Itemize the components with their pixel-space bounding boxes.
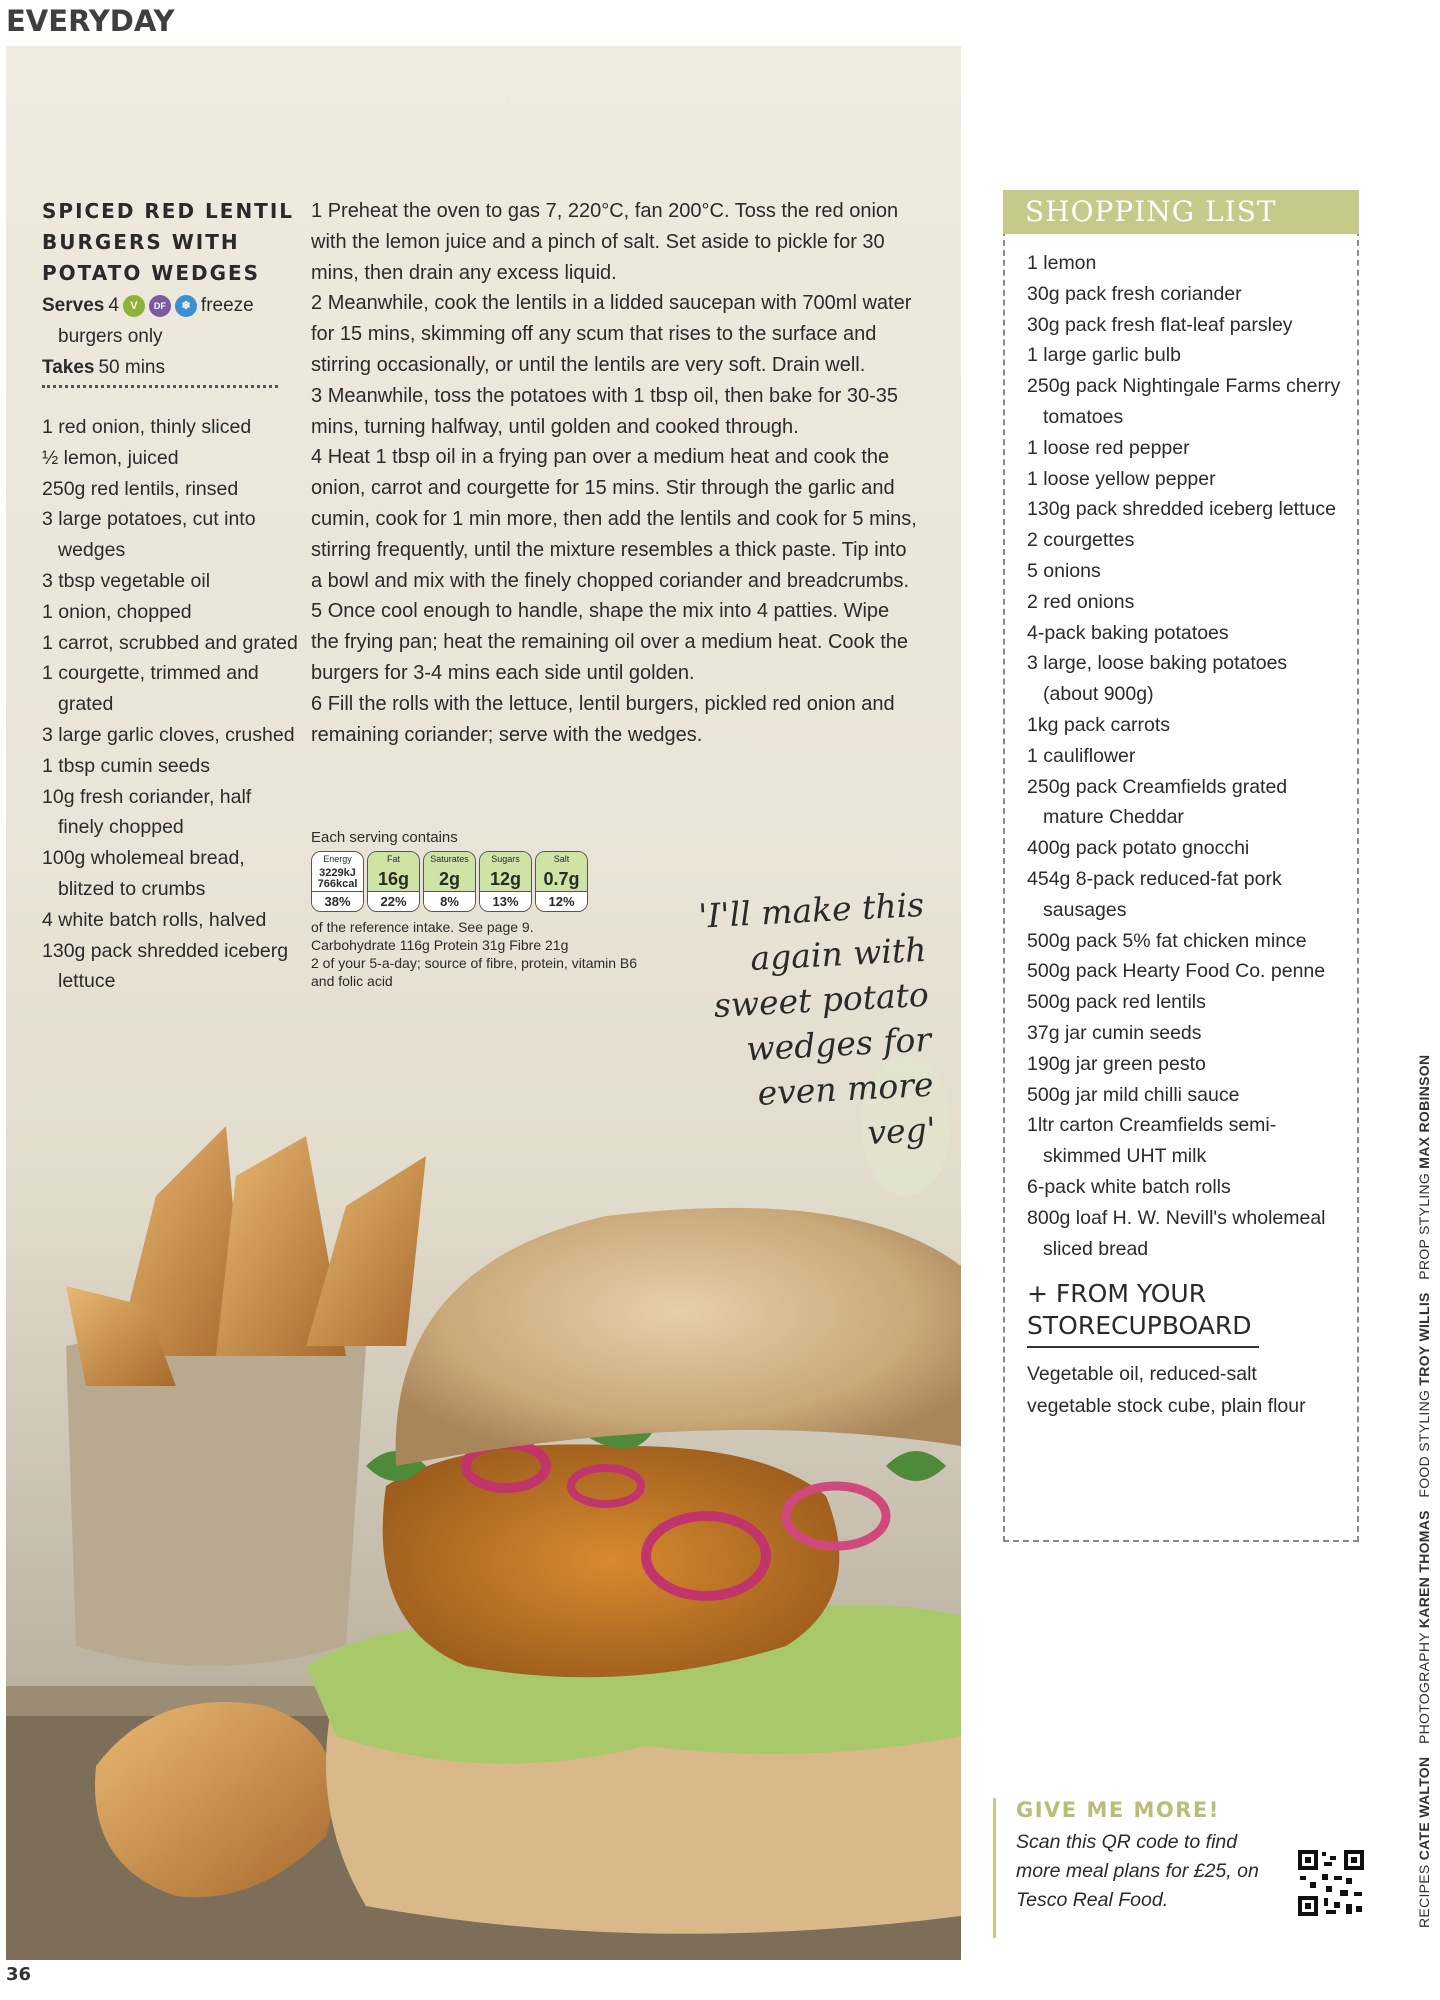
method-step — [311, 381, 921, 443]
nutrition-saturates — [423, 851, 476, 912]
ingredient-item: ½ lemon, juiced — [42, 446, 179, 469]
credit-name: KAREN THOMAS — [1416, 1510, 1432, 1629]
give-me-more-text: Scan this QR code to find more meal plans for £25, on Tesco Real Food. — [1016, 1831, 1259, 1911]
give-me-more-title: GIVE ME MORE! — [1016, 1798, 1220, 1822]
credit-name: MAX ROBINSON — [1416, 1054, 1432, 1169]
credit-name: CATE WALTON — [1416, 1756, 1432, 1861]
nutrition-sugars — [479, 851, 532, 912]
step-number: 4 — [311, 446, 323, 469]
ingredient-item: 4 white batch rolls, halved — [42, 908, 267, 931]
pull-quote: 'I'll make this again with sweet potato wedges for even more veg' — [697, 884, 937, 1153]
dairy-free-icon: DF — [149, 295, 171, 317]
ingredient-item: 10g fresh coriander, half finely chopped — [42, 785, 252, 839]
credit-label: RECIPES — [1416, 1864, 1432, 1928]
shopping-item: 1 large garlic bulb — [1027, 344, 1181, 367]
credit-name: TROY WILLIS — [1416, 1292, 1432, 1386]
step-text: Heat 1 tbsp oil in a frying pan over a medium heat and cook the onion, carrot and courgette for 15 mins. Stir through the garlic and cumin, cook for 1 min more, then add the lentils and cook for 5 mins, stirring frequently, until the mixture resembles a thick paste. Tip into a bowl and mix with the finely chopped coriander and breadcrumbs. — [311, 446, 917, 592]
nutrition-notes — [311, 918, 651, 990]
shopping-item: 500g jar mild chilli sauce — [1027, 1083, 1240, 1106]
shopping-item: 250g pack Nightingale Farms cherry tomatoes — [1027, 375, 1341, 428]
shopping-item: 1kg pack carrots — [1027, 713, 1171, 736]
shopping-item: 500g pack Hearty Food Co. penne — [1027, 960, 1326, 983]
fat-label: Fat — [368, 852, 419, 867]
divider — [42, 385, 278, 388]
give-me-more-box — [993, 1798, 1363, 1938]
nutrition-note: of the reference intake. See page 9. — [311, 919, 534, 935]
energy-percent: 38% — [312, 891, 363, 911]
takes-value: 50 mins — [98, 357, 165, 378]
nutrition-table — [311, 851, 651, 912]
sugars-label: Sugars — [480, 852, 531, 867]
coriander-leaf — [886, 1451, 946, 1481]
shopping-item: 190g jar green pesto — [1027, 1052, 1206, 1075]
salt-percent: 12% — [536, 891, 587, 911]
vegetarian-icon: V — [123, 295, 145, 317]
nutrition-energy — [311, 851, 364, 912]
step-text: Fill the rolls with the lettuce, lentil burgers, pickled red onion and remaining coriander; serve with the wedges. — [311, 692, 895, 746]
shopping-item: 454g 8-pack reduced-fat pork sausages — [1027, 867, 1282, 921]
saturates-percent: 8% — [424, 891, 475, 911]
recipe-title: SPICED RED LENTIL BURGERS WITH POTATO WEDGES — [42, 199, 295, 285]
shopping-item: 2 courgettes — [1027, 529, 1135, 552]
nutrition-fat — [367, 851, 420, 912]
serves-row — [42, 290, 302, 321]
shopping-item: 250g pack Creamfields grated mature Cheddar — [1027, 775, 1288, 829]
sugars-percent: 13% — [480, 891, 531, 911]
step-text: Once cool enough to handle, shape the mix into 4 patties. Wipe the frying pan; heat the remaining oil over a medium heat. Cook the burgers for 3-4 mins each side until golden. — [311, 600, 909, 684]
qr-code-icon[interactable] — [1296, 1848, 1366, 1918]
step-number: 2 — [311, 292, 323, 315]
method-step — [311, 596, 921, 688]
shopping-item: 2 red onions — [1027, 590, 1135, 613]
shopping-list-title: SHOPPING LIST — [1003, 190, 1359, 234]
step-text: Meanwhile, cook the lentils in a lidded saucepan with 700ml water for 15 mins, skimming off any scum that rises to the surface and stirring occasionally, or until the lentils are very soft. Drain well. — [311, 292, 912, 376]
ingredient-item: 1 onion, chopped — [42, 600, 192, 623]
ingredient-item: 3 large potatoes, cut into wedges — [42, 508, 256, 562]
ingredient-item: 1 courgette, trimmed and grated — [42, 662, 259, 716]
freeze-icon: ❄ — [175, 295, 197, 317]
freeze-text: freeze — [200, 295, 254, 316]
step-text: Meanwhile, toss the potatoes with 1 tbsp oil, then bake for 30-35 mins, turning halfway, until golden and cooked through. — [311, 384, 899, 438]
shopping-item: 500g pack red lentils — [1027, 991, 1206, 1014]
photo-credits — [1416, 1055, 1432, 1928]
credit-label: PROP STYLING — [1416, 1172, 1432, 1280]
shopping-item: 1ltr carton Creamfields semi-skimmed UHT milk — [1027, 1114, 1277, 1168]
ingredient-item: 1 red onion, thinly sliced — [42, 416, 252, 438]
ingredient-list — [42, 412, 302, 997]
shopping-item: 1 cauliflower — [1027, 744, 1136, 767]
shopping-item: 4-pack baking potatoes — [1027, 621, 1229, 644]
serves-value: 4 — [108, 295, 119, 316]
energy-kcal: 766kcal — [317, 878, 358, 890]
step-number: 3 — [311, 384, 323, 407]
ingredient-item: 3 large garlic cloves, crushed — [42, 723, 295, 746]
shopping-list-box — [1003, 190, 1359, 1542]
step-number: 1 — [311, 200, 323, 222]
method-step — [311, 288, 921, 380]
shopping-item: 30g pack fresh coriander — [1027, 282, 1242, 305]
nutrition-panel — [311, 828, 651, 990]
nutrition-note: Carbohydrate 116g Protein 31g Fibre 21g — [311, 937, 569, 953]
energy-label: Energy — [312, 852, 363, 867]
method-step — [311, 196, 921, 288]
top-bun — [396, 1208, 961, 1466]
serves-label: Serves — [42, 295, 105, 316]
shopping-item: 30g pack fresh flat-leaf parsley — [1027, 313, 1293, 336]
nutrition-note: 2 of your 5-a-day; source of fibre, protein, vitamin B6 and folic acid — [311, 955, 638, 989]
shopping-list — [1005, 234, 1357, 1264]
ingredient-item: 250g red lentils, rinsed — [42, 477, 239, 500]
ingredient-item: 1 tbsp cumin seeds — [42, 754, 211, 777]
method-step — [311, 442, 921, 596]
shopping-item: 6-pack white batch rolls — [1027, 1175, 1231, 1198]
method-step — [311, 689, 921, 751]
fat-value: 16g — [368, 867, 419, 891]
sugars-value: 12g — [480, 867, 531, 891]
section-label: EVERYDAY — [6, 4, 175, 38]
shopping-item: 130g pack shredded iceberg lettuce — [1027, 498, 1336, 521]
step-number: 6 — [311, 692, 323, 715]
ingredient-item: 130g pack shredded iceberg lettuce — [42, 939, 289, 993]
shopping-item: 1 lemon — [1027, 252, 1097, 274]
nutrition-title: Each serving contains — [311, 829, 458, 846]
lentil-patty — [383, 1444, 840, 1677]
section-heading — [6, 4, 175, 38]
shopping-item: 1 loose yellow pepper — [1027, 467, 1216, 490]
saturates-value: 2g — [424, 867, 475, 891]
nutrition-salt — [535, 851, 588, 912]
shopping-item: 37g jar cumin seeds — [1027, 1021, 1202, 1044]
storecupboard-title: + FROM YOUR STORECUPBOARD — [1027, 1278, 1259, 1348]
ingredient-item: 1 carrot, scrubbed and grated — [42, 631, 298, 654]
takes-label: Takes — [42, 357, 95, 378]
recipe-meta — [42, 290, 302, 383]
salt-label: Salt — [536, 852, 587, 867]
shopping-item: 500g pack 5% fat chicken mince — [1027, 929, 1307, 952]
step-number: 5 — [311, 600, 323, 623]
storecupboard-text: Vegetable oil, reduced-salt vegetable stock cube, plain flour — [1027, 1363, 1306, 1418]
energy-kj: 3229kJ — [319, 867, 356, 879]
credit-label: FOOD STYLING — [1416, 1389, 1432, 1498]
method-steps — [311, 196, 921, 750]
page-number: 36 — [6, 1964, 32, 1985]
saturates-label: Saturates — [424, 852, 475, 867]
freeze-note: burgers only — [58, 326, 163, 347]
salt-value: 0.7g — [536, 867, 587, 891]
energy-value — [312, 867, 363, 891]
fat-percent: 22% — [368, 891, 419, 911]
takes-row — [42, 352, 302, 383]
step-text: Preheat the oven to gas 7, 220°C, fan 200°C. Toss the red onion with the lemon juice and a pinch of salt. Set aside to pickle for 30 mins, then drain any excess liquid. — [311, 200, 899, 284]
credit-label: PHOTOGRAPHY — [1416, 1632, 1432, 1745]
ingredient-item: 100g wholemeal bread, blitzed to crumbs — [42, 847, 245, 900]
shopping-item: 400g pack potato gnocchi — [1027, 837, 1250, 860]
shopping-item: 800g loaf H. W. Nevill's wholemeal sliced bread — [1027, 1206, 1326, 1260]
shopping-item: 5 onions — [1027, 559, 1101, 582]
shopping-item: 3 large, loose baking potatoes (about 900g) — [1027, 652, 1288, 706]
shopping-item: 1 loose red pepper — [1027, 436, 1190, 459]
ingredient-item: 3 tbsp vegetable oil — [42, 569, 211, 592]
